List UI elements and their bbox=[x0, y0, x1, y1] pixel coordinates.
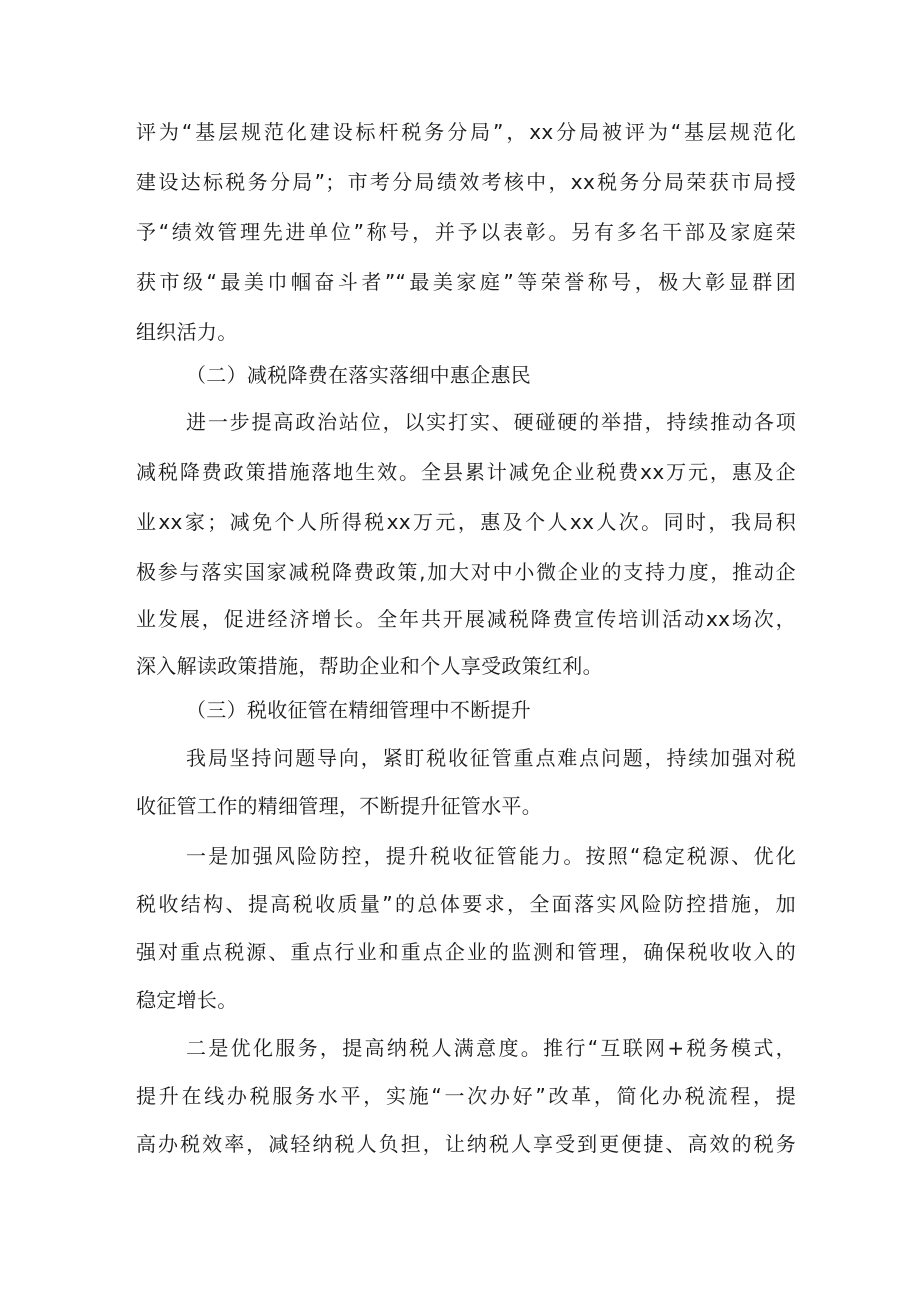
paragraph-line: 我局坚持问题导向，紧盯税收征管重点难点问题，持续加强对税 bbox=[186, 746, 796, 770]
paragraph-line: 业发展，促进经济增长。全年共开展减税降费宣传培训活动xx场次， bbox=[136, 607, 796, 631]
paragraph-line: 予“绩效管理先进单位”称号，并予以表彰。另有多名干部及家庭荣 bbox=[136, 220, 796, 244]
paragraph-line: 进一步提高政治站位，以实打实、硬碰硬的举措，持续推动各项 bbox=[186, 410, 796, 434]
paragraph-line: 强对重点税源、重点行业和重点企业的监测和管理，确保税收收入的 bbox=[136, 940, 796, 964]
paragraph-line: 稳定增长。 bbox=[136, 988, 238, 1012]
paragraph-line: 二是优化服务，提高纳税人满意度。推行“互联网+税务模式， bbox=[186, 1036, 796, 1060]
paragraph-line: 高办税效率，减轻纳税人负担，让纳税人享受到更便捷、高效的税务 bbox=[136, 1132, 796, 1156]
section-heading: （三）税收征管在精细管理中不断提升 bbox=[186, 698, 532, 722]
section-heading: （二）减税降费在落实落细中惠企惠民 bbox=[186, 363, 532, 387]
paragraph-line: 获市级“最美巾帼奋斗者”“最美家庭”等荣誉称号，极大彰显群团 bbox=[136, 270, 796, 294]
paragraph-line: 极参与落实国家减税降费政策,加大对中小微企业的支持力度，推动企 bbox=[136, 560, 796, 584]
paragraph-line: 组织活力。 bbox=[136, 320, 238, 344]
paragraph-line: 减税降费政策措施落地生效。全县累计减免企业税费xx万元，惠及企 bbox=[136, 460, 796, 484]
paragraph-line: 税收结构、提高税收质量”的总体要求，全面落实风险防控措施，加 bbox=[136, 892, 796, 916]
paragraph-line: 业xx家；减免个人所得税xx万元，惠及个人xx人次。同时，我局积 bbox=[136, 510, 796, 534]
paragraph-line: 建设达标税务分局”；市考分局绩效考核中，xx税务分局荣获市局授 bbox=[136, 170, 796, 194]
paragraph-line: 提升在线办税服务水平，实施“一次办好”改革，简化办税流程，提 bbox=[136, 1084, 796, 1108]
paragraph-line: 评为“基层规范化建设标杆税务分局”，xx分局被评为“基层规范化 bbox=[136, 120, 796, 144]
paragraph-line: 深入解读政策措施，帮助企业和个人享受政策红利。 bbox=[136, 654, 603, 678]
paragraph-line: 收征管工作的精细管理，不断提升征管水平。 bbox=[136, 794, 542, 818]
paragraph-line: 一是加强风险防控，提升税收征管能力。按照“稳定税源、优化 bbox=[186, 844, 796, 868]
